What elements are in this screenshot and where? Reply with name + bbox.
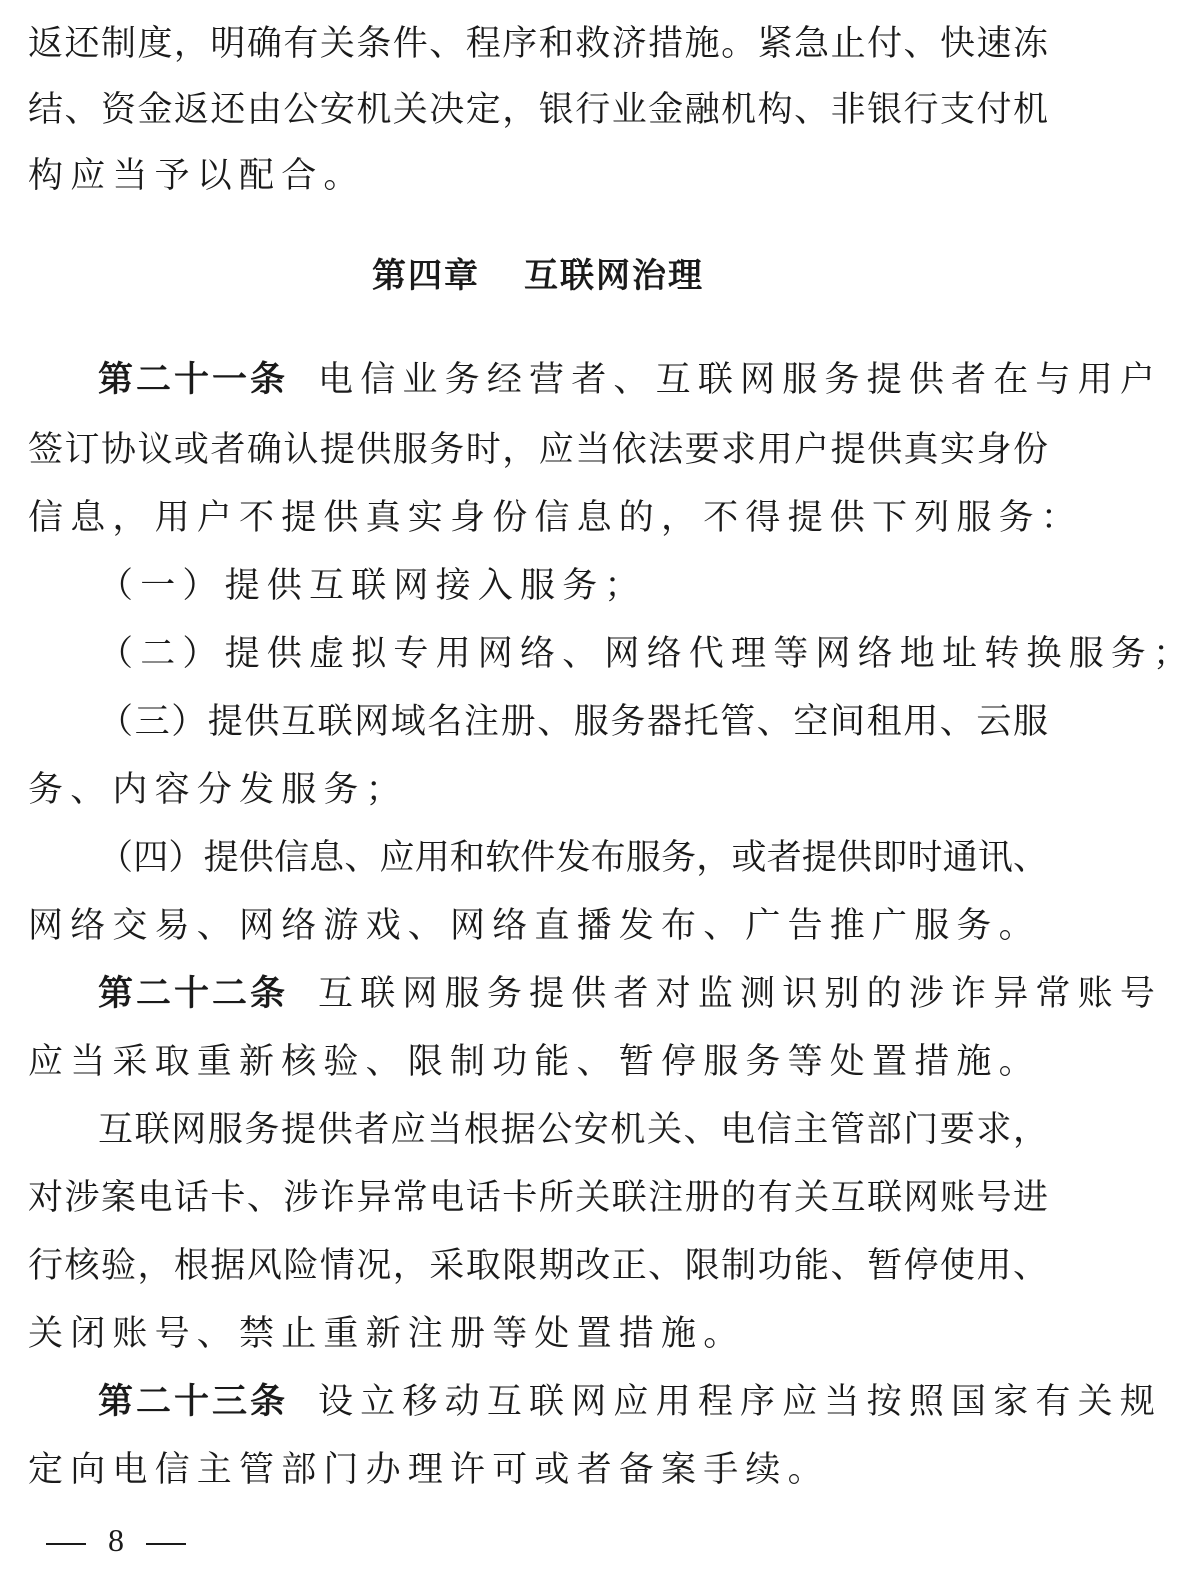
list-item: （四）提供信息、应用和软件发布服务，或者提供即时通讯、 xyxy=(98,838,1048,878)
article-22-first-line xyxy=(28,964,1163,1024)
list-item: （三）提供互联网域名注册、服务器托管、空间租用、云服 xyxy=(98,702,1048,742)
body-text-line: 对涉案电话卡、涉诈异常电话卡所关联注册的有关互联网账号进 xyxy=(28,1178,1048,1218)
list-item-continuation: 网络交易、网络游戏、网络直播发布、广告推广服务。 xyxy=(28,906,1041,946)
body-text-line: 行核验，根据风险情况，采取限期改正、限制功能、暂停使用、 xyxy=(28,1246,1048,1286)
page-number-footer xyxy=(46,1518,186,1562)
article-label: 第二十二条 xyxy=(98,974,289,1014)
article-label: 第二十一条 xyxy=(98,360,289,400)
body-text-line: 应当采取重新核验、限制功能、暂停服务等处置措施。 xyxy=(28,1042,1041,1082)
page-number: 8 xyxy=(108,1522,124,1558)
chapter-heading xyxy=(28,246,1048,306)
body-text-line: 定向电信主管部门办理许可或者备案手续。 xyxy=(28,1450,830,1490)
body-text-line: 构应当予以配合。 xyxy=(28,156,366,196)
body-text-line: 结、资金返还由公安机关决定，银行业金融机构、非银行支付机 xyxy=(28,90,1048,130)
list-item: （一）提供互联网接入服务； xyxy=(98,566,647,606)
article-text: 互联网服务提供者对监测识别的涉诈异常账号 xyxy=(318,974,1163,1014)
footer-dash-left xyxy=(46,1543,86,1545)
body-text-line: 信息，用户不提供真实身份信息的，不得提供下列服务： xyxy=(28,498,1084,538)
article-text: 设立移动互联网应用程序应当按照国家有关规 xyxy=(318,1382,1163,1422)
list-item-continuation: 务、内容分发服务； xyxy=(28,770,408,810)
body-text-line: 关闭账号、禁止重新注册等处置措施。 xyxy=(28,1314,746,1354)
chapter-number: 第四章 xyxy=(372,256,480,296)
footer-dash-right xyxy=(146,1543,186,1545)
article-text: 电信业务经营者、互联网服务提供者在与用户 xyxy=(318,360,1163,400)
list-item: （二）提供虚拟专用网络、网络代理等网络地址转换服务； xyxy=(98,634,1195,674)
chapter-title: 互联网治理 xyxy=(524,256,704,296)
body-text-line: 互联网服务提供者应当根据公安机关、电信主管部门要求， xyxy=(98,1110,1048,1150)
body-text-line: 返还制度，明确有关条件、程序和救济措施。紧急止付、快速冻 xyxy=(28,24,1048,64)
article-label: 第二十三条 xyxy=(98,1382,289,1422)
body-text-line: 签订协议或者确认提供服务时，应当依法要求用户提供真实身份 xyxy=(28,430,1048,470)
article-21-first-line xyxy=(28,350,1163,410)
article-23-first-line xyxy=(28,1372,1163,1432)
